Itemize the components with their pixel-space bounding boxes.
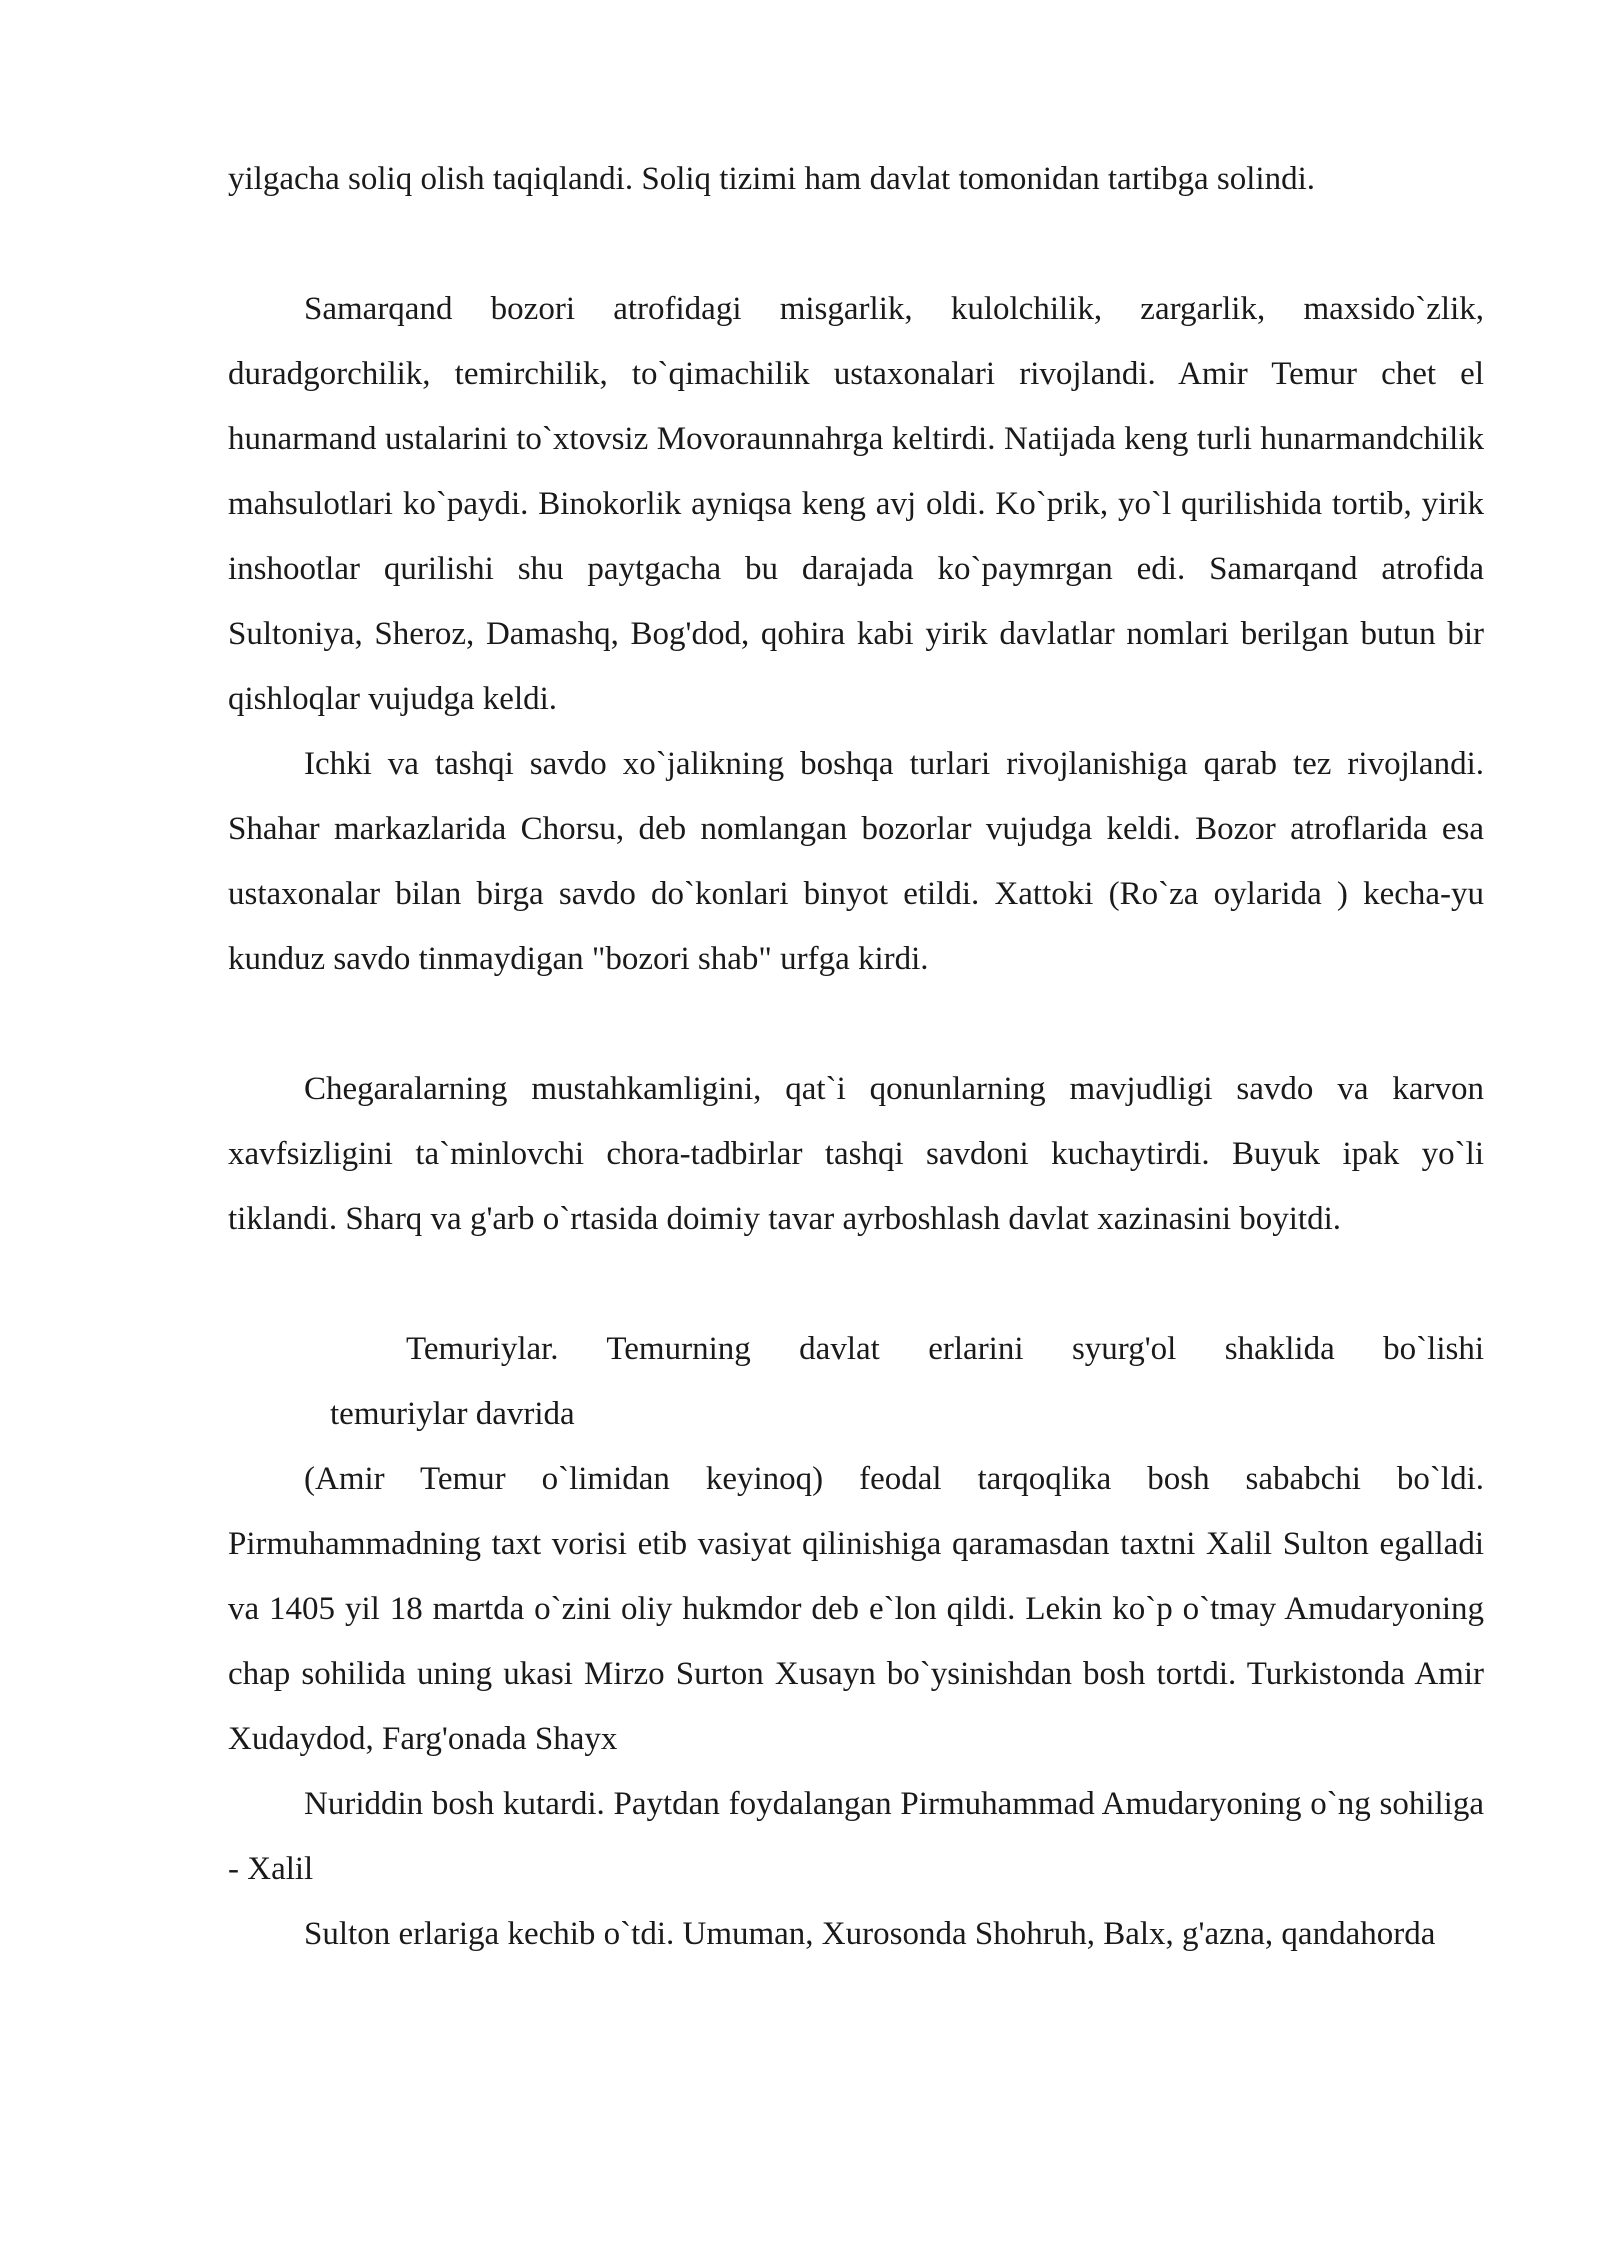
paragraph-ipak-yoli: Chegaralarning mustahkamligini, qat`i qonunlarning mavjudligi savdo va karvon xavfsizligini ta`minlovchi chora-tadbirlar tashqi savdoni kuchaytirdi. Buyuk ipak yo`li tiklandi. Sharq va g'arb o`rtasida doimiy tavar ayrboshlash davlat xazinasini boyitdi. [228,1071,1484,1237]
heading-line-2: temuriylar davrida [330,1396,575,1432]
paragraph-savdo: Ichki va tashqi savdo xo`jalikning boshqa turlari rivojlanishiga qarab tez rivojlandi. Shahar markazlarida Chorsu, deb nomlangan bozorlar vujudga keldi. Bozor atroflarida esa ustaxonalar bilan birga savdo do`konlari binyot etildi. Xattoki (Ro`za oylarida ) kecha-yu kunduz savdo tinmaydigan "bozori shab" urfga kirdi. [228,746,1484,977]
paragraph-soliq: yilgacha soliq olish taqiqlandi. Soliq tizimi ham davlat tomonidan tartibga solindi. [228,161,1316,197]
paragraph-nuriddin: Nuriddin bosh kutardi. Paytdan foydalangan Pirmuhammad Amudaryoning o`ng sohiliga - Xalil [228,1786,1484,1887]
section-heading-temuriylar [228,1317,1484,1447]
paragraph-feodal-tarqoqlik: (Amir Temur o`limidan keyinoq) feodal tarqoqlika bosh sababchi bo`ldi. Pirmuhammadning taxt vorisi etib vasiyat qilinishiga qaramasdan taxtni Xalil Sulton egalladi va 1405 yil 18 martda o`zini oliy hukmdor deb e`lon qildi. Lekin ko`p o`tmay Amudaryoning chap sohilida uning ukasi Mirzo Surton Xusayn bo`ysinishdan bosh tortdi. Turkistonda Amir Xudaydod, Farg'onada Shayx [228,1461,1484,1757]
heading-line-1: Temuriylar. Temurning davlat erlarini syurg'ol shaklida bo`lishi [406,1331,1484,1367]
paragraph-hunarmandchilik: Samarqand bozori atrofidagi misgarlik, kulolchilik, zargarlik, maxsido`zlik, duradgorchilik, temirchilik, to`qimachilik ustaxonalari rivojlandi. Amir Temur chet el hunarmand ustalarini to`xtovsiz Movoraunnahrga keltirdi. Natijada keng turli hunarmandchilik mahsulotlari ko`paydi. Binokorlik ayniqsa keng avj oldi. Ko`prik, yo`l qurilishida tortib, yirik inshootlar qurilishi shu paytgacha bu darajada ko`paymrgan edi. Samarqand atrofida Sultoniya, Sheroz, Damashq, Bog'dod, qohira kabi yirik davlatlar nomlari berilgan butun bir qishloqlar vujudga keldi. [228,291,1484,717]
paragraph-sulton-erlari: Sulton erlariga kechib o`tdi. Umuman, Xurosonda Shohruh, Balx, g'azna, qandahorda [304,1916,1436,1952]
